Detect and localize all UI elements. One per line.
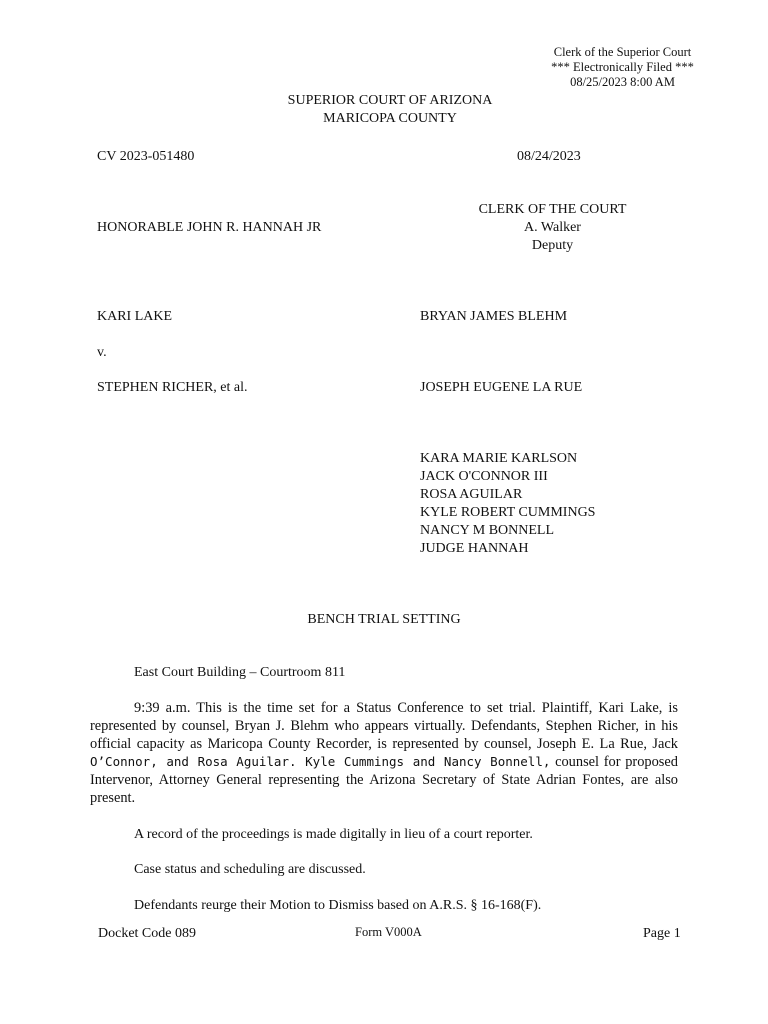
- proceedings-paragraph: [90, 699, 678, 807]
- plaintiff-name: KARI LAKE: [97, 309, 173, 324]
- filing-stamp-line1: Clerk of the Superior Court: [553, 45, 692, 59]
- case-date: 08/24/2023: [517, 149, 581, 164]
- status-paragraph: Case status and scheduling are discussed.: [134, 862, 366, 877]
- minute-entry-heading: BENCH TRIAL SETTING: [307, 612, 461, 627]
- judge-name: HONORABLE JOHN R. HANNAH JR: [97, 220, 322, 235]
- proceedings-text-part1: 9:39 a.m. This is the time set for a Status Conference to set trial. Plaintiff, Kari Lake, is represented by counsel, Bryan J. Blehm who appears virtually. Defendants, Stephen Richer, in his official capacity as Maricopa County Recorder, is represented by counsel, Joseph E. La Rue, Jack: [90, 700, 678, 752]
- court-header: [230, 92, 550, 128]
- filing-stamp-line2: *** Electronically Filed ***: [551, 60, 694, 74]
- clerk-name: A. Walker: [524, 220, 581, 235]
- proceedings-text-part3: counsel for proposed Intervenor, Attorney General representing the Arizona Secretary of State Adrian Fontes, are also present.: [90, 754, 678, 806]
- page-number: Page 1: [643, 926, 681, 941]
- distribution-list: [420, 450, 595, 558]
- court-name: SUPERIOR COURT OF ARIZONA: [287, 93, 493, 108]
- filing-stamp-line3: 08/25/2023 8:00 AM: [570, 75, 675, 89]
- case-number: CV 2023-051480: [97, 149, 195, 164]
- clerk-title: CLERK OF THE COURT: [478, 202, 627, 217]
- clerk-block: [440, 201, 665, 255]
- defendant-counsel: JOSEPH EUGENE LA RUE: [420, 380, 583, 395]
- court-county: MARICOPA COUNTY: [323, 111, 457, 126]
- courtroom-location: East Court Building – Courtroom 811: [134, 665, 346, 680]
- proceedings-text-part2: O’Connor, and Rosa Aguilar. Kyle Cummings and Nancy Bonnell,: [90, 754, 551, 769]
- defendant-name: STEPHEN RICHER, et al.: [97, 380, 248, 395]
- motion-paragraph: Defendants reurge their Motion to Dismiss based on A.R.S. § 16-168(F).: [134, 898, 542, 913]
- form-code: Form V000A: [355, 925, 422, 939]
- distribution-item: JACK O'CONNOR III: [420, 469, 548, 484]
- distribution-item: KYLE ROBERT CUMMINGS: [420, 505, 596, 520]
- distribution-item: JUDGE HANNAH: [420, 541, 529, 556]
- clerk-role: Deputy: [531, 238, 574, 253]
- versus-label: v.: [97, 345, 107, 360]
- distribution-item: NANCY M BONNELL: [420, 523, 555, 538]
- distribution-item: KARA MARIE KARLSON: [420, 451, 578, 466]
- record-paragraph: A record of the proceedings is made digitally in lieu of a court reporter.: [134, 827, 533, 842]
- plaintiff-counsel: BRYAN JAMES BLEHM: [420, 309, 568, 324]
- distribution-item: ROSA AGUILAR: [420, 487, 523, 502]
- filing-stamp: [520, 45, 725, 90]
- docket-code: Docket Code 089: [98, 926, 196, 941]
